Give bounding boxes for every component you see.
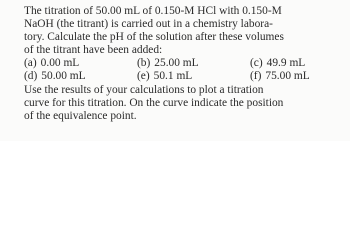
option-a-value: 0.00 mL — [40, 57, 80, 69]
option-d-label: (d) — [24, 70, 38, 82]
option-c-value: 49.9 mL — [266, 57, 306, 69]
problem-line-2: NaOH (the titrant) is carried out in a chemistry labora- — [24, 18, 273, 30]
problem-line-4: of the titrant have been added: — [24, 44, 163, 56]
option-d-value: 50.00 mL — [41, 70, 86, 82]
problem-line-1: The titration of 50.00 mL of 0.150-M HCl with 0.150-M — [24, 5, 282, 17]
problem-line-3: tory. Calculate the pH of the solution after these volumes — [24, 31, 284, 43]
option-d — [24, 70, 86, 83]
option-b-label: (b) — [137, 57, 151, 69]
option-a-label: (a) — [24, 57, 37, 69]
option-a — [24, 57, 79, 70]
option-e-label: (e) — [137, 70, 150, 82]
option-c — [250, 57, 305, 70]
closing-line-3: of the equivalence point. — [24, 110, 137, 122]
option-b — [137, 57, 199, 70]
option-f — [250, 70, 310, 83]
option-c-label: (c) — [250, 57, 263, 69]
option-e-value: 50.1 mL — [153, 70, 193, 82]
closing-line-1: Use the results of your calculations to plot a titration — [24, 84, 264, 96]
option-b-value: 25.00 mL — [154, 57, 199, 69]
closing-line-2: curve for this titration. On the curve indicate the position — [24, 97, 284, 109]
option-f-value: 75.00 mL — [265, 70, 310, 82]
option-f-label: (f) — [250, 70, 262, 82]
option-e — [137, 70, 192, 83]
